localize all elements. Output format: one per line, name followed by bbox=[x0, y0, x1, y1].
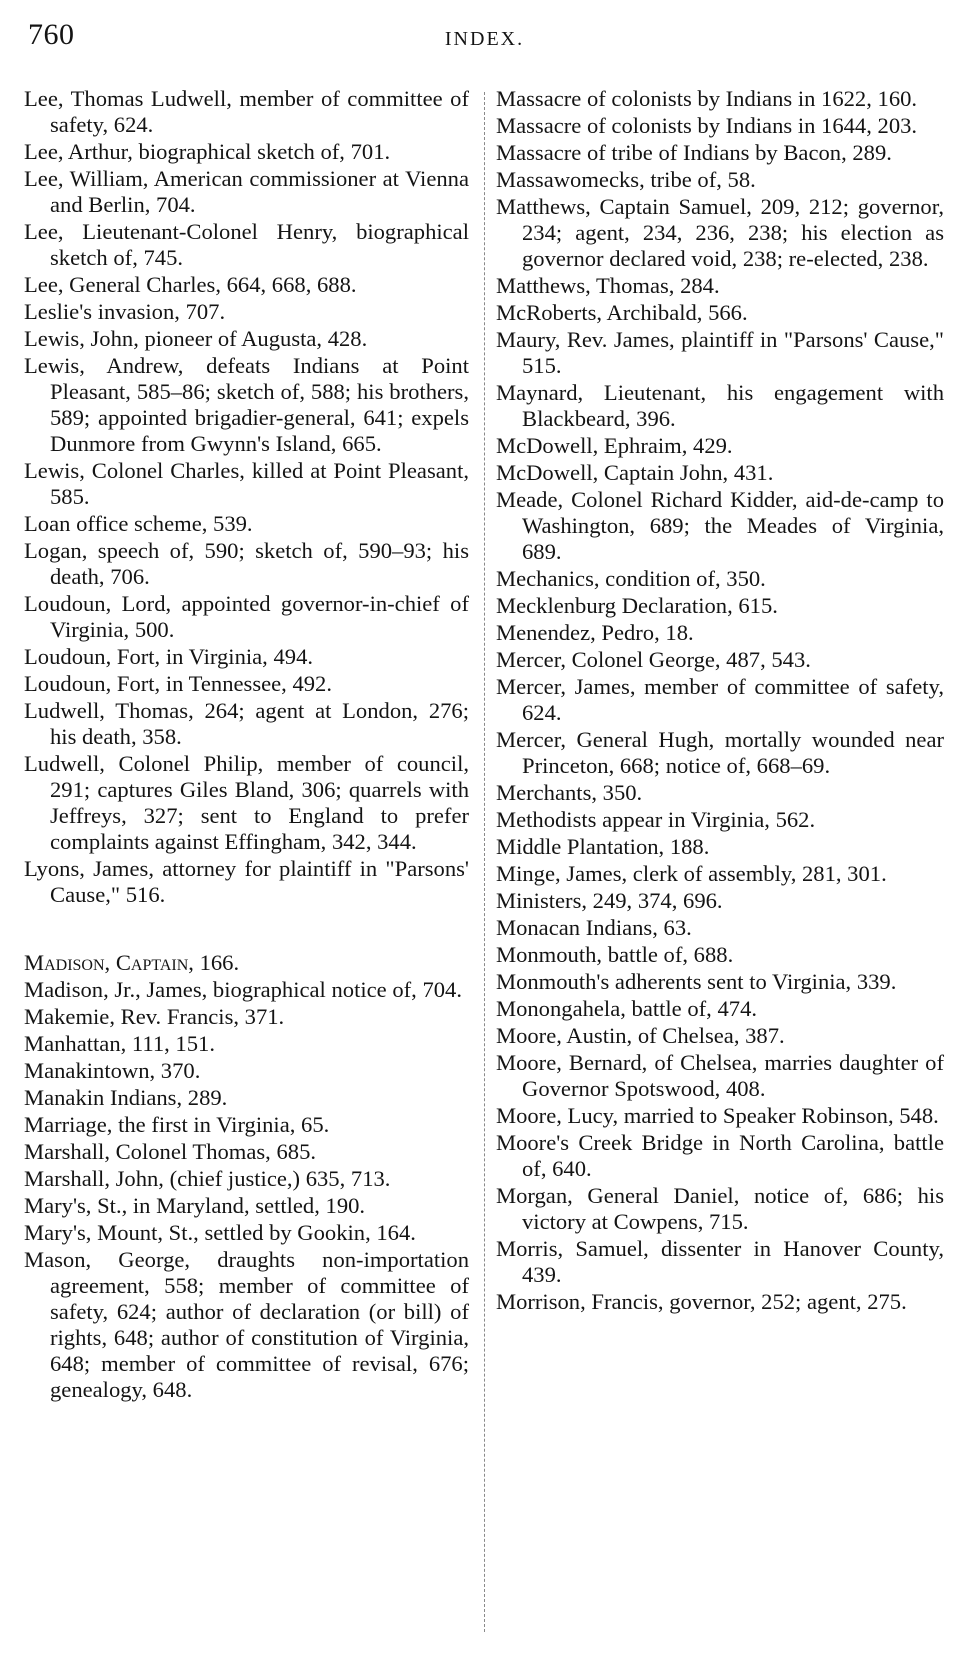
index-entry: Matthews, Captain Samuel, 209, 212; governor, 234; agent, 234, 236, 238; his election as governor declared void, 238; re-elected, 238. bbox=[496, 194, 944, 271]
index-entry: Ludwell, Colonel Philip, member of council, 291; captures Giles Bland, 306; quarrels with Jeffreys, 327; sent to England to prefer complaints against Effingham, 342, 344. bbox=[24, 751, 469, 854]
index-entry: Moore, Austin, of Chelsea, 387. bbox=[496, 1023, 785, 1048]
index-entry: Lewis, Andrew, defeats Indians at Point Pleasant, 585–86; sketch of, 588; his brothers, 589; appointed brigadier-general, 641; expels Dunmore from Gwynn's Island, 665. bbox=[24, 353, 469, 456]
index-column-left bbox=[24, 86, 469, 1404]
index-entry: Middle Plantation, 188. bbox=[496, 834, 710, 859]
index-entry: Monongahela, battle of, 474. bbox=[496, 996, 758, 1021]
index-entry: McDowell, Ephraim, 429. bbox=[496, 433, 733, 458]
index-entry: Madison, Jr., James, biographical notice of, 704. bbox=[24, 977, 462, 1002]
index-entry: Makemie, Rev. Francis, 371. bbox=[24, 1004, 285, 1029]
index-entry: Lee, William, American commissioner at Vienna and Berlin, 704. bbox=[24, 166, 469, 217]
index-entry: Mercer, General Hugh, mortally wounded near Princeton, 668; notice of, 668–69. bbox=[496, 727, 944, 778]
index-entry: Mercer, James, member of committee of safety, 624. bbox=[496, 674, 944, 725]
index-entry: Moore, Lucy, married to Speaker Robinson, 548. bbox=[496, 1103, 939, 1128]
index-entry: Lee, General Charles, 664, 668, 688. bbox=[24, 272, 357, 297]
index-entry: Mary's, Mount, St., settled by Gookin, 164. bbox=[24, 1220, 416, 1245]
index-entry: McRoberts, Archibald, 566. bbox=[496, 300, 748, 325]
index-entry: Ludwell, Thomas, 264; agent at London, 276; his death, 358. bbox=[24, 698, 469, 749]
page-number: 760 bbox=[28, 18, 75, 51]
page-header bbox=[28, 18, 941, 58]
index-entry: Marriage, the first in Virginia, 65. bbox=[24, 1112, 330, 1137]
index-entry: Lee, Lieutenant-Colonel Henry, biographical sketch of, 745. bbox=[24, 219, 469, 270]
index-entry: Morgan, General Daniel, notice of, 686; his victory at Cowpens, 715. bbox=[496, 1183, 944, 1234]
index-entry: Matthews, Thomas, 284. bbox=[496, 273, 720, 298]
index-entry: Madison, Captain, 166. bbox=[24, 950, 240, 975]
index-entry: Ministers, 249, 374, 696. bbox=[496, 888, 723, 913]
index-entry: Monmouth's adherents sent to Virginia, 339. bbox=[496, 969, 897, 994]
index-entry: Monacan Indians, 63. bbox=[496, 915, 692, 940]
index-entry: Lyons, James, attorney for plaintiff in "Parsons' Cause," 516. bbox=[24, 856, 469, 907]
index-entry: Marshall, John, (chief justice,) 635, 713. bbox=[24, 1166, 391, 1191]
running-head: INDEX. bbox=[444, 28, 525, 50]
index-entry: Merchants, 350. bbox=[496, 780, 643, 805]
index-entry: Methodists appear in Virginia, 562. bbox=[496, 807, 816, 832]
index-entry: Moore, Bernard, of Chelsea, marries daughter of Governor Spotswood, 408. bbox=[496, 1050, 944, 1101]
index-entry: Monmouth, battle of, 688. bbox=[496, 942, 734, 967]
index-entry: Mary's, St., in Maryland, settled, 190. bbox=[24, 1193, 366, 1218]
index-entry: McDowell, Captain John, 431. bbox=[496, 460, 774, 485]
index-entry: Marshall, Colonel Thomas, 685. bbox=[24, 1139, 317, 1164]
index-columns bbox=[24, 86, 946, 1646]
index-entry: Logan, speech of, 590; sketch of, 590–93; his death, 706. bbox=[24, 538, 469, 589]
index-entry: Manhattan, 111, 151. bbox=[24, 1031, 215, 1056]
index-entry: Leslie's invasion, 707. bbox=[24, 299, 226, 324]
column-divider bbox=[484, 92, 485, 1632]
index-entry: Mason, George, draughts non-importation agreement, 558; member of committee of safety, 624; author of declaration (or bill) of rights, 648; author of constitution of Virginia, 648; member of committee of revisal, 676; genealogy, 648. bbox=[24, 1247, 469, 1402]
index-entry: Massawomecks, tribe of, 58. bbox=[496, 167, 756, 192]
index-entry: Mercer, Colonel George, 487, 543. bbox=[496, 647, 811, 672]
index-entry: Morris, Samuel, dissenter in Hanover County, 439. bbox=[496, 1236, 944, 1287]
index-entry: Maynard, Lieutenant, his engagement with Blackbeard, 396. bbox=[496, 380, 944, 431]
index-entry: Moore's Creek Bridge in North Carolina, battle of, 640. bbox=[496, 1130, 944, 1181]
index-entry: Lewis, John, pioneer of Augusta, 428. bbox=[24, 326, 368, 351]
index-entry: Massacre of tribe of Indians by Bacon, 289. bbox=[496, 140, 892, 165]
index-entry: Massacre of colonists by Indians in 1644, 203. bbox=[496, 113, 918, 138]
index-entry: Manakintown, 370. bbox=[24, 1058, 201, 1083]
index-entry: Lee, Thomas Ludwell, member of committee of safety, 624. bbox=[24, 86, 469, 137]
index-entry: Loudoun, Fort, in Virginia, 494. bbox=[24, 644, 314, 669]
index-entry: Loudoun, Lord, appointed governor-in-chief of Virginia, 500. bbox=[24, 591, 469, 642]
index-entry: Loan office scheme, 539. bbox=[24, 511, 253, 536]
index-entry: Mechanics, condition of, 350. bbox=[496, 566, 766, 591]
index-entry: Lee, Arthur, biographical sketch of, 701. bbox=[24, 139, 391, 164]
index-entry: Loudoun, Fort, in Tennessee, 492. bbox=[24, 671, 333, 696]
index-entry: Mecklenburg Declaration, 615. bbox=[496, 593, 778, 618]
index-entry: Maury, Rev. James, plaintiff in "Parsons' Cause," 515. bbox=[496, 327, 944, 378]
index-entry: Minge, James, clerk of assembly, 281, 301. bbox=[496, 861, 887, 886]
index-entry: Manakin Indians, 289. bbox=[24, 1085, 228, 1110]
index-entry: Menendez, Pedro, 18. bbox=[496, 620, 694, 645]
index-entry: Morrison, Francis, governor, 252; agent, 275. bbox=[496, 1289, 907, 1314]
index-entry: Massacre of colonists by Indians in 1622, 160. bbox=[496, 86, 918, 111]
index-entry: Meade, Colonel Richard Kidder, aid-de-camp to Washington, 689; the Meades of Virginia, 689. bbox=[496, 487, 944, 564]
index-entry: Lewis, Colonel Charles, killed at Point Pleasant, 585. bbox=[24, 458, 469, 509]
index-column-right bbox=[496, 86, 944, 1316]
